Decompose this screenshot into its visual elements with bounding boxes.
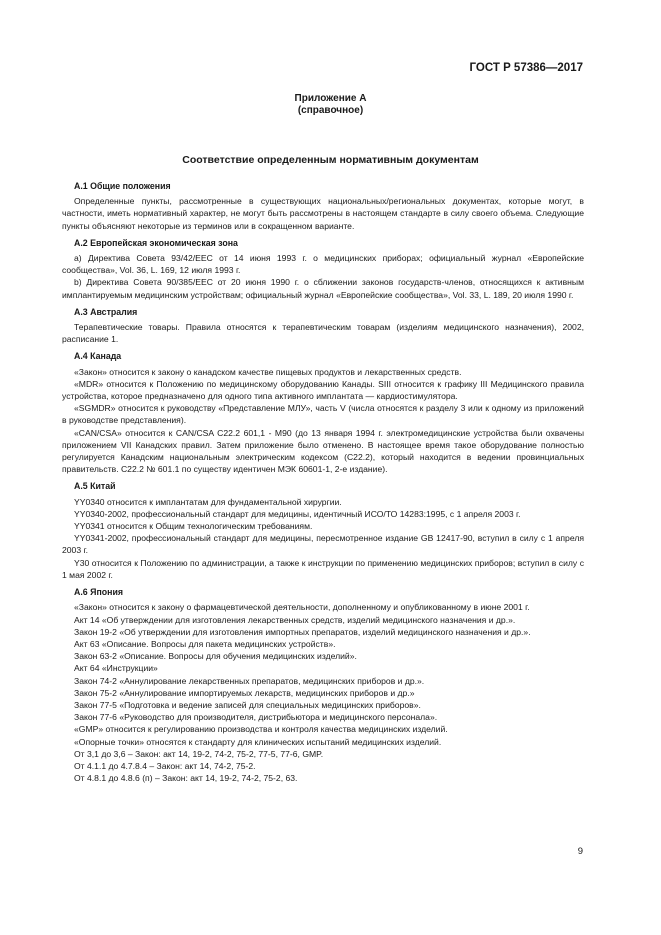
paragraph: Терапевтические товары. Правила относятся к терапевтическим товарам (изделиям медицинского назначения), 2002, расписание 1. xyxy=(62,322,584,345)
paragraph: Акт 64 «Инструкции» xyxy=(74,663,158,674)
paragraph: Закон 63-2 «Описание. Вопросы для обучения медицинских изделий». xyxy=(74,651,357,662)
paragraph: Закон 19-2 «Об утверждении для изготовления импортных препаратов, изделий медицинского назначения и др.». xyxy=(74,626,531,637)
section xyxy=(62,586,584,789)
appendix-heading xyxy=(0,93,661,117)
paragraph: Закон 77-6 «Руководство для производителя, дистрибьютора и медицинского персонала». xyxy=(74,712,438,723)
page-number: 9 xyxy=(577,846,583,857)
section-heading: А.3 Австралия xyxy=(74,306,138,317)
paragraph: YY0340-2002, профессиональный стандарт для медицины, идентичный ИСО/ТО 14283:1995, с 1 апреля 2003 г. xyxy=(74,508,521,519)
appendix-title: Приложение А xyxy=(294,93,367,104)
paragraph: Закон 75-2 «Аннулирование импортируемых лекарств, медицинских приборов и др.» xyxy=(74,687,415,698)
paragraph: Акт 14 «Об утверждении для изготовления лекарственных средств, изделий медицинского назначения и др.». xyxy=(74,614,516,625)
section xyxy=(62,237,584,306)
section-gap xyxy=(62,784,584,789)
document-title: Соответствие определенным нормативным документам xyxy=(182,154,479,166)
section-heading: А.2 Европейская экономическая зона xyxy=(74,237,238,248)
paragraph: «Опорные точки» относятся к стандарту для клинических испытаний медицинских изделий. xyxy=(74,736,442,747)
section xyxy=(62,306,584,351)
paragraph: «SGMDR» относится к руководству «Представление МЛУ», часть V (числа относятся к разделу 3 или к одному из приложений в руководстве представления). xyxy=(62,403,584,426)
paragraph: Акт 63 «Описание. Вопросы для пакета медицинских устройств». xyxy=(74,638,336,649)
paragraph: От 3,1 до 3,6 – Закон: акт 14, 19-2, 74-2, 75-2, 77-5, 77-6, GMP. xyxy=(74,748,324,759)
paragraph: «Закон» относится к закону о канадском качестве пищевых продуктов и лекарственных средств. xyxy=(74,366,462,377)
paragraph: Определенные пункты, рассмотренные в существующих национальных/региональных документах, которые могут, в частности, иметь нормативный характер, не могут быть рассмотрены в настоящем стандарте в силу своего объема. Следующие пункты объясняют некоторые из терминов или в сокращенном варианте. xyxy=(62,196,584,231)
paragraph: Y30 относится к Положению по администрации, а также к инструкции по применению медицинских приборов; вступил в силу с 1 мая 2002 г. xyxy=(62,557,584,580)
paragraph: Закон 77-5 «Подготовка и ведение записей для специальных медицинских приборов». xyxy=(74,699,421,710)
document-body xyxy=(62,180,584,789)
paragraph: YY0341-2002, профессиональный стандарт для медицины, пересмотренное издание GB 12417-90, вступил в силу с 1 апреля 2003 г. xyxy=(62,533,584,556)
paragraph: Закон 74-2 «Аннулирование лекарственных препаратов, медицинских приборов и др.». xyxy=(74,675,425,686)
section xyxy=(62,350,584,480)
paragraph: «CAN/CSA» относится к CAN/CSA C22.2 601,1 - M90 (до 13 января 1994 г. электромедицинские устройства были охвачены приложением VII Канадских правил. Затем приложение было отменено. В настоящее время такое оборудование полностью регулируется Канадским национальным электрическим кодексом (C22.2), который находится в ведении провинциальных правительств. C22.2 № 601.1 по существу идентичен МЭК 60601-1, 2-е издание). xyxy=(62,427,584,475)
paragraph: YY0341 относится к Общим технологическим требованиям. xyxy=(74,521,313,532)
paragraph: От 4.8.1 до 4.8.6 (п) – Закон: акт 14, 19-2, 74-2, 75-2, 63. xyxy=(74,773,298,784)
paragraph: b) Директива Совета 90/385/EEC от 20 июня 1990 г. о сближении законов государств-членов, относящихся к активным имплантируемым медицинским устройствам; официальный журнал «Европейские сообщества», Vol. 33, L. 189, 20 июля 1990 г. xyxy=(62,277,584,300)
section-heading: А.5 Китай xyxy=(74,481,116,492)
paragraph: «MDR» относится к Положению по медицинскому оборудованию Канады. SIII относится к графику III Медицинского правила устройства, которое предназначено для одного типа активного имплантата — кардиостимулятора. xyxy=(62,378,584,402)
paragraph: а) Директива Совета 93/42/EEC от 14 июня 1993 г. о медицинских приборах; официальный журнал «Европейские сообщества», Vol. 36, L. 169, 12 июля 1993 г. xyxy=(62,253,584,276)
standard-code: ГОСТ Р 57386—2017 xyxy=(469,62,583,74)
paragraph: От 4.1.1 до 4.7.8.4 – Закон: акт 14, 74-2, 75-2. xyxy=(74,760,256,771)
paragraph: «GMP» относится к регулированию производства и контроля качества медицинских изделий. xyxy=(74,724,448,735)
paragraph: YY0340 относится к имплантатам для фундаментальной хирургии. xyxy=(74,496,342,507)
section-heading: А.1 Общие положения xyxy=(74,181,171,191)
paragraph: «Закон» относится к закону о фармацевтической деятельности, дополненному и опубликованному в июне 2001 г. xyxy=(74,602,530,613)
section xyxy=(62,480,584,586)
section xyxy=(62,180,584,237)
section-heading: А.6 Япония xyxy=(74,587,123,598)
appendix-subtitle: (справочное) xyxy=(297,105,364,116)
section-heading: А.4 Канада xyxy=(74,351,122,362)
